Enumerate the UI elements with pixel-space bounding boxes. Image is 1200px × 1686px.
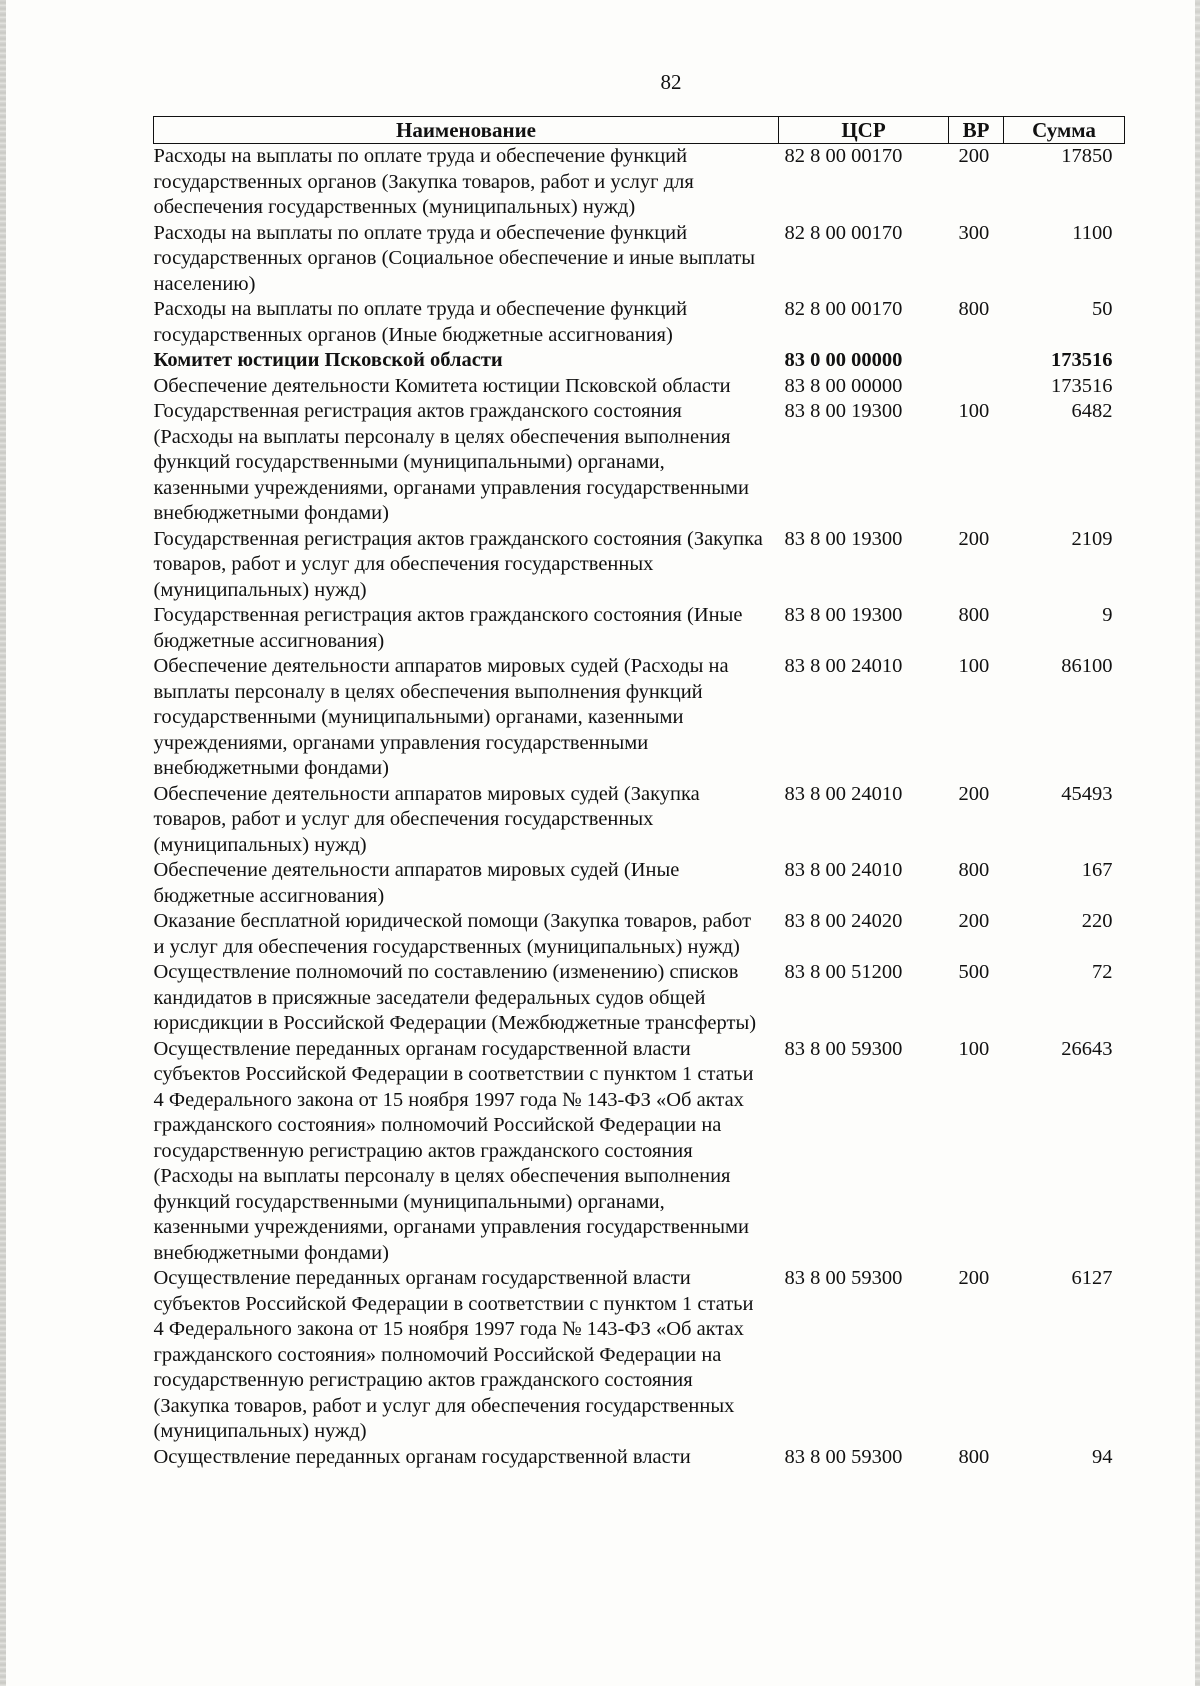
cell-vr: 500 — [958, 961, 990, 983]
table-row — [154, 960, 1125, 1037]
cell-vr — [949, 348, 1004, 374]
cell-vr: 100 — [958, 655, 990, 677]
cell-name: Осуществление переданных органам государственной власти субъектов Российской Федерации в соответствии с пунктом 1 статьи 4 Федерального закона от 15 ноября 1997 года № 143-ФЗ «Об актах гражданского состояния» полномочий Российской Федерации на государственную регистрацию актов гражданского состояния (Расходы на выплаты персоналу в целях обеспечения выполнения функций государственными (муниципальными) органами, казенными учреждениями, органами управления государственными внебюджетными фондами) — [153, 1037, 754, 1264]
cell-vr: 100 — [958, 400, 990, 422]
cell-vr: 300 — [958, 221, 990, 244]
table-row — [154, 399, 1125, 527]
table-row — [154, 527, 1125, 604]
cell-csr: 83 8 00 24010 — [784, 655, 903, 677]
table-row — [154, 1037, 1125, 1267]
table-row — [154, 144, 1125, 221]
cell-vr: 200 — [958, 1267, 990, 1289]
header-vr: ВР — [949, 117, 1004, 144]
cell-sum: 2109 — [1071, 527, 1113, 550]
cell-csr: 83 8 00 24010 — [784, 859, 903, 881]
table-row — [154, 603, 1125, 654]
cell-csr: 83 8 00 51200 — [784, 961, 903, 983]
cell-csr: 83 8 00 59300 — [784, 1445, 903, 1468]
cell-csr: 83 8 00 19300 — [784, 400, 903, 422]
table-row — [154, 348, 1125, 374]
cell-sum: 45493 — [1061, 782, 1113, 805]
cell-sum: 9 — [1102, 604, 1113, 626]
cell-sum: 167 — [1081, 859, 1113, 881]
cell-csr: 82 8 00 00170 — [784, 298, 903, 320]
cell-name: Оказание бесплатной юридической помощи (Закупка товаров, работ и услуг для обеспечения государственных (муниципальных) нужд) — [153, 910, 752, 958]
cell-name: Государственная регистрация актов гражданского состояния (Расходы на выплаты персоналу в целях обеспечения выполнения функций государственными (муниципальными) органами, казенными учреждениями, органами управления государственными внебюджетными фондами) — [153, 400, 749, 524]
cell-sum: 220 — [1081, 910, 1113, 932]
table-row — [154, 221, 1125, 298]
table-row — [154, 1266, 1125, 1445]
cell-csr: 82 8 00 00170 — [784, 221, 903, 244]
cell-name: Расходы на выплаты по оплате труда и обеспечение функций государственных органов (Закупка товаров, работ и услуг для обеспечения государственных (муниципальных) нужд) — [153, 145, 694, 218]
scan-edge-left — [0, 0, 6, 1686]
cell-name: Расходы на выплаты по оплате труда и обеспечение функций государственных органов (Иные бюджетные ассигнования) — [153, 298, 688, 346]
table-body — [154, 144, 1125, 1471]
header-row — [154, 117, 1125, 144]
cell-sum: 6482 — [1071, 400, 1113, 422]
cell-vr: 200 — [958, 782, 990, 805]
table-row — [154, 1445, 1125, 1471]
cell-vr: 200 — [958, 145, 990, 167]
cell-sum: 50 — [1092, 298, 1113, 320]
header-name: Наименование — [154, 117, 779, 144]
cell-vr: 800 — [958, 604, 990, 626]
table-row — [154, 782, 1125, 859]
cell-name: Обеспечение деятельности аппаратов мировых судей (Закупка товаров, работ и услуг для обеспечения государственных (муниципальных) нужд) — [153, 782, 700, 856]
cell-name: Расходы на выплаты по оплате труда и обеспечение функций государственных органов (Социальное обеспечение и иные выплаты населению) — [153, 221, 756, 295]
cell-vr — [949, 374, 1004, 400]
cell-name: Комитет юстиции Псковской области — [153, 349, 503, 371]
cell-vr: 800 — [958, 1445, 990, 1468]
table-row — [154, 909, 1125, 960]
header-sum: Сумма — [1004, 117, 1125, 144]
cell-sum: 72 — [1092, 961, 1113, 983]
header-csr: ЦСР — [779, 117, 949, 144]
table-row — [154, 374, 1125, 400]
cell-name: Государственная регистрация актов гражданского состояния (Закупка товаров, работ и услуг для обеспечения государственных (муниципальных) нужд) — [153, 527, 763, 601]
cell-sum: 26643 — [1061, 1037, 1113, 1060]
cell-sum: 94 — [1092, 1445, 1113, 1468]
cell-csr: 83 8 00 59300 — [784, 1037, 903, 1060]
cell-name: Обеспечение деятельности аппаратов мировых судей (Расходы на выплаты персоналу в целях обеспечения выполнения функций государственными (муниципальными) органами, казенными учреждениями, органами управления государственными внебюджетными фондами) — [153, 655, 729, 779]
cell-csr: 83 8 00 24020 — [784, 910, 903, 932]
cell-vr: 200 — [958, 910, 990, 932]
cell-vr: 200 — [958, 527, 990, 550]
cell-sum: 86100 — [1061, 655, 1113, 677]
budget-table — [153, 116, 1125, 1470]
cell-sum: 1100 — [1072, 221, 1113, 244]
table-header — [154, 117, 1125, 144]
cell-vr: 800 — [958, 859, 990, 881]
cell-sum: 173516 — [1051, 374, 1113, 397]
cell-vr: 800 — [958, 298, 990, 320]
cell-name: Обеспечение деятельности аппаратов мировых судей (Иные бюджетные ассигнования) — [153, 859, 680, 907]
table-row — [154, 654, 1125, 782]
table-row — [154, 858, 1125, 909]
cell-csr: 83 0 00 00000 — [784, 349, 903, 371]
cell-sum: 173516 — [1051, 349, 1113, 371]
cell-csr: 83 8 00 59300 — [784, 1267, 903, 1289]
cell-csr: 83 8 00 19300 — [784, 527, 903, 550]
cell-name: Осуществление переданных органам государственной власти субъектов Российской Федерации в соответствии с пунктом 1 статьи 4 Федерального закона от 15 ноября 1997 года № 143-ФЗ «Об актах гражданского состояния» полномочий Российской Федерации на государственную регистрацию актов гражданского состояния (Закупка товаров, работ и услуг для обеспечения государственных (муниципальных) нужд) — [153, 1267, 754, 1442]
cell-csr: 83 8 00 24010 — [784, 782, 903, 805]
scan-edge-right — [1195, 0, 1200, 1686]
cell-csr: 83 8 00 19300 — [784, 604, 903, 626]
cell-vr: 100 — [958, 1037, 990, 1060]
page-number: 82 — [660, 70, 682, 94]
cell-sum: 17850 — [1061, 145, 1113, 167]
cell-sum: 6127 — [1071, 1267, 1113, 1289]
cell-name: Осуществление переданных органам государственной власти — [153, 1445, 691, 1468]
cell-name: Осуществление полномочий по составлению (изменению) списков кандидатов в присяжные заседатели федеральных судов общей юрисдикции в Российской Федерации (Межбюджетные трансферты) — [153, 961, 757, 1034]
cell-name: Обеспечение деятельности Комитета юстиции Псковской области — [153, 374, 731, 397]
table-row — [154, 297, 1125, 348]
cell-csr: 82 8 00 00170 — [784, 145, 903, 167]
cell-name: Государственная регистрация актов гражданского состояния (Иные бюджетные ассигнования) — [153, 604, 743, 652]
cell-csr: 83 8 00 00000 — [784, 374, 903, 397]
